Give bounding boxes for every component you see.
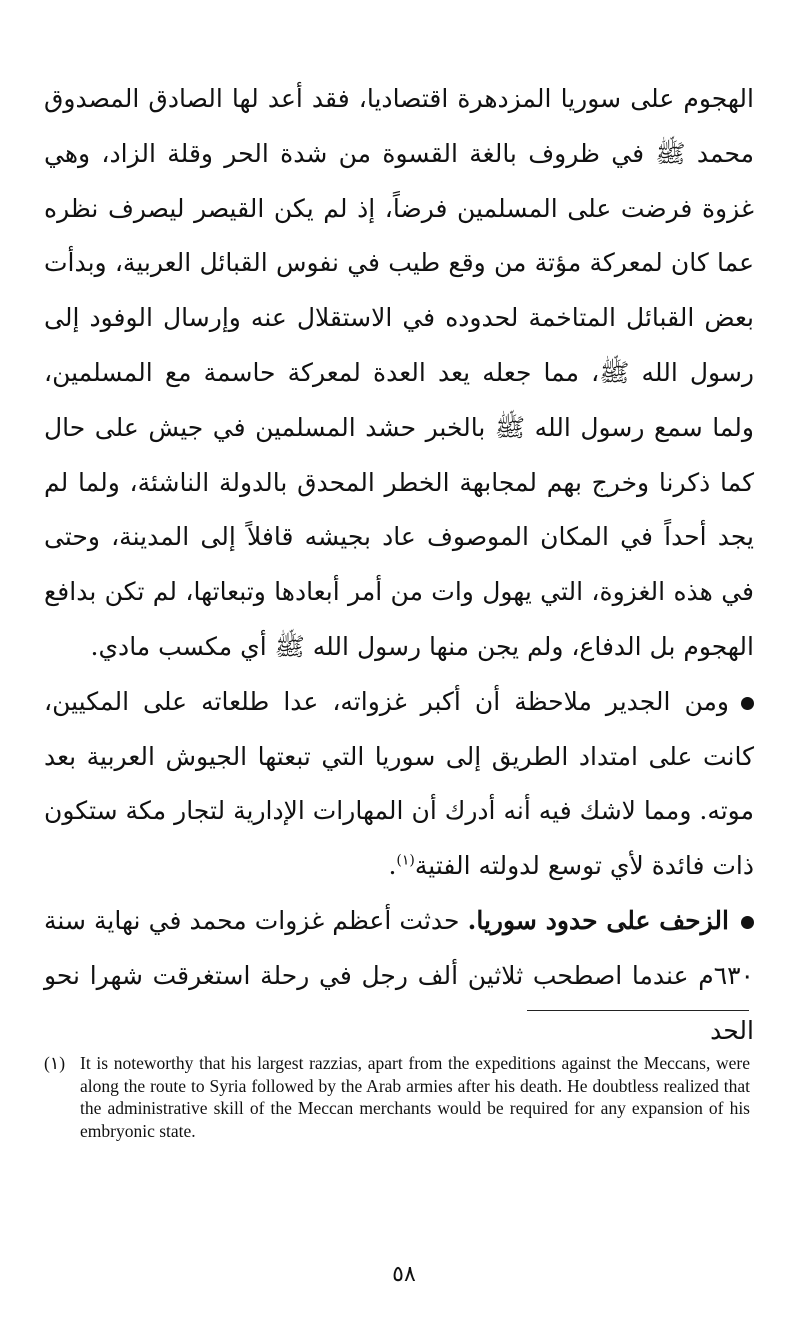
bullet-icon bbox=[741, 697, 754, 710]
paragraph-1: الهجوم على سوريا المزدهرة اقتصاديا، فقد أعد لها الصادق المصدوق محمد ﷺ في ظروف بالغة القسوة من شدة الحر وقلة الزاد، وهي غزوة فرضت على المسلمين فرضاً، إذ لم يكن القيصر ليصرف نظره عما كان لمعركة مؤتة من وقع طيب في نفوس القبائل العربية، وبدأت بعض القبائل المتاخمة لحدوده في الاستقلال عنه وإرسال الوفود إلى رسول الله ﷺ، مما جعله يعد العدة لمعركة حاسمة مع المسلمين، ولما سمع رسول الله ﷺ بالخبر حشد المسلمين في جيش على حال كما ذكرنا وخرج بهم لمجابهة الخطر المحدق بالدولة الناشئة، ولما لم يجد أحداً في المكان الموصوف عاد بجيشه قافلاً إلى المدينة، وحتى في هذه الغزوة، التي يهول وات من أمر أبعادها وتبعاتها، لم تكن بدافع الهجوم بل الدفاع، ولم يجن منها رسول الله ﷺ أي مكسب مادي. bbox=[44, 84, 755, 661]
footnote-marker: (١) bbox=[44, 1053, 66, 1073]
paragraph-3-text: حدثت أعظم غزوات محمد في نهاية سنة ٦٣٠م عندما اصطحب ثلاثين ألف رجل في رحلة استغرقت شهرا نحو الحد bbox=[44, 905, 754, 1045]
footnote bbox=[44, 1052, 750, 1142]
page-number: ٥٨ bbox=[392, 1262, 416, 1287]
main-text-block bbox=[44, 72, 754, 1058]
bullet-icon bbox=[741, 916, 754, 929]
section-heading: الزحف على حدود سوريا. bbox=[467, 905, 729, 935]
paragraph-2: ومن الجدير ملاحظة أن أكبر غزواته، عدا طلعاته على المكيين، كانت على امتداد الطريق إلى سوريا التي تبعتها الجيوش العربية بعد موته. ومما لاشك فيه أنه أدرك أن المهارات الإدارية لتجار مكة ستكون ذات فائدة لأي توسع لدولته الفتية$^{(١)}$. bbox=[44, 686, 754, 881]
footnote-reference: (١) bbox=[396, 852, 415, 869]
footnote-text: It is noteworthy that his largest razzias, apart from the expeditions against the Meccans, were along the route to Syria followed by the Arab armies after his death. He doubtless realized that the administrative skill of the Meccan merchants would be required for any expansion of his embryonic state. bbox=[80, 1053, 750, 1141]
paragraph-2-text: ومن الجدير ملاحظة أن أكبر غزواته، عدا طلعاته على المكيين، كانت على امتداد الطريق إلى سوريا التي تبعتها الجيوش العربية بعد موته. ومما لاشك فيه أنه أدرك أن المهارات الإدارية لتجار مكة ستكون ذات فائدة لأي توسع لدولته الفتية bbox=[44, 686, 754, 881]
paragraph-3 bbox=[44, 894, 754, 1058]
footnote-divider bbox=[527, 1010, 749, 1011]
